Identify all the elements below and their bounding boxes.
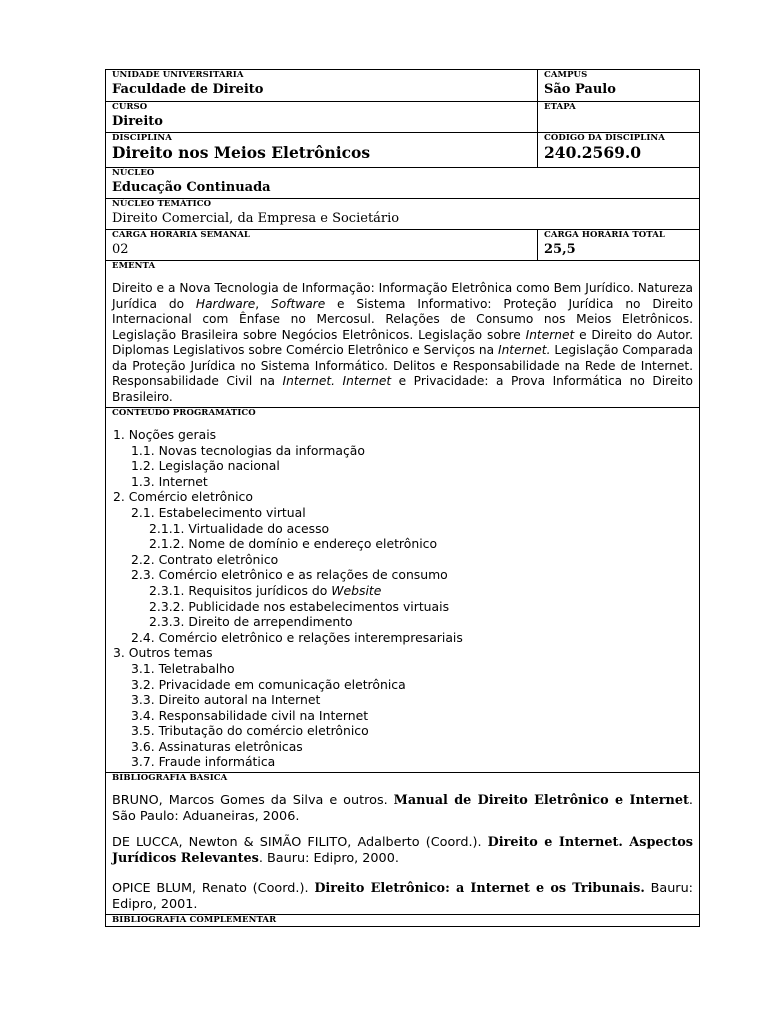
ref-publisher: Bauru: Edipro, 2001.	[112, 881, 693, 913]
carga-semanal-cell	[106, 230, 538, 260]
row-curso-etapa	[106, 102, 699, 133]
ementa-text	[112, 281, 693, 407]
row-carga-horaria	[106, 230, 699, 261]
ementa-text-part: e Direito do Autor. Diplomas Legislativos sobre Comércio Eletrônico e Serviços na	[112, 327, 693, 357]
list-item: 2.3. Comércio eletrônico e as relações de consumo	[131, 567, 448, 583]
ementa-cell	[106, 261, 699, 407]
nucleo-tematico-label: NÚCLEO TEMÁTICO	[112, 199, 212, 209]
nucleo-tematico-cell	[106, 199, 699, 229]
list-item: 2.4. Comércio eletrônico e relações interempresariais	[131, 629, 463, 645]
etapa-label: ETAPA	[544, 102, 576, 112]
ref-author: BRUNO, Marcos Gomes da Silva e outros.	[112, 793, 394, 809]
carga-semanal-value: 02	[112, 242, 129, 257]
ref-author: DE LUCCA, Newton & SIMÃO FILITO, Adalberto (Coord.).	[112, 835, 488, 851]
codigo-value: 240.2569.0	[544, 143, 642, 162]
list-item: 3.4. Responsabilidade civil na Internet	[131, 707, 369, 723]
row-disciplina-codigo	[106, 133, 699, 168]
ref-title: Direito e Internet. Aspectos Jurídicos Relevantes	[112, 835, 693, 867]
unidade-cell	[106, 70, 538, 101]
ementa-text-part: Legislação Comparada da Proteção Jurídica no Sistema Informático. Delitos e Responsabilidade na Rede de Internet. Responsabilidade Civil na	[112, 343, 693, 388]
list-item: 1.1. Novas tecnologias da informação	[131, 442, 365, 458]
nucleo-cell	[106, 168, 699, 198]
row-unidade-campus	[106, 70, 699, 102]
list-item: 2.2. Contrato eletrônico	[131, 551, 279, 567]
bibliography-entry	[112, 881, 693, 914]
carga-total-value: 25,5	[544, 242, 576, 257]
bibliografia-complementar-label: BIBLIOGRAFIA COMPLEMENTAR	[112, 915, 277, 926]
ementa-label: EMENTA	[112, 261, 156, 271]
list-item: 3.5. Tributação do comércio eletrônico	[131, 723, 369, 739]
carga-total-label: CARGA HORÁRIA TOTAL	[544, 230, 665, 240]
campus-cell	[538, 70, 699, 101]
row-bibliografia-complementar	[106, 915, 699, 926]
codigo-cell	[538, 133, 699, 167]
list-item: 3.7. Fraude informática	[131, 754, 276, 770]
nucleo-label: NÚCLEO	[112, 168, 155, 178]
ementa-internet: Internet.	[497, 343, 551, 357]
curso-cell	[106, 102, 538, 132]
campus-value: São Paulo	[544, 82, 616, 97]
disciplina-value: Direito nos Meios Eletrônicos	[112, 143, 371, 162]
row-nucleo	[106, 168, 699, 199]
ementa-software: Software	[270, 296, 326, 311]
list-item: 2.1. Estabelecimento virtual	[131, 504, 306, 520]
list-item: 3.1. Teletrabalho	[131, 660, 235, 676]
list-item: 3. Outros temas	[113, 645, 213, 661]
list-item: 3.6. Assinaturas eletrônicas	[131, 738, 303, 754]
ementa-internet: Internet. Internet	[282, 374, 392, 388]
unidade-label: UNIDADE UNIVERSITÁRIA	[112, 70, 244, 80]
ref-title: Manual de Direito Eletrônico e Internet	[393, 793, 689, 809]
list-item: 3.2. Privacidade em comunicação eletrônica	[131, 676, 406, 692]
conteudo-label: CONTEÚDO PROGRAMÁTICO	[112, 408, 256, 418]
list-item-text: 2.3.1. Requisitos jurídicos do	[149, 582, 332, 598]
ementa-text-part: ,	[255, 296, 271, 311]
bibliography-entry	[112, 793, 693, 825]
row-bibliografia-basica	[106, 773, 699, 915]
list-item: 1.2. Legislação nacional	[131, 458, 280, 474]
curso-value: Direito	[112, 114, 163, 129]
list-item	[112, 583, 693, 599]
conteudo-cell	[106, 408, 699, 772]
bibliografia-basica-cell	[106, 773, 699, 914]
codigo-label: CÓDIGO DA DISCIPLINA	[544, 133, 665, 143]
course-syllabus-form	[105, 69, 700, 927]
conteudo-list	[112, 427, 693, 772]
list-item: 2.1.2. Nome de domínio e endereço eletrônico	[149, 536, 438, 552]
ementa-text-part: e Privacidade: a Prova Informática no Direito Brasileiro.	[112, 374, 693, 404]
curso-label: CURSO	[112, 102, 148, 112]
bibliografia-basica-label: BIBLIOGRAFIA BÁSICA	[112, 773, 228, 784]
list-item: 2.3.2. Publicidade nos estabelecimentos virtuais	[149, 598, 450, 614]
list-item: 1.3. Internet	[131, 473, 208, 489]
carga-semanal-label: CARGA HORÁRIA SEMANAL	[112, 230, 250, 240]
ementa-internet: Internet	[525, 327, 575, 342]
list-item: 2.1.1. Virtualidade do acesso	[149, 520, 330, 536]
bibliography-entry	[112, 835, 693, 867]
list-item: 1. Noções gerais	[113, 427, 217, 442]
list-item: 3.3. Direito autoral na Internet	[131, 692, 321, 708]
row-nucleo-tematico	[106, 199, 699, 230]
carga-total-cell	[538, 230, 699, 260]
unidade-value: Faculdade de Direito	[112, 82, 264, 97]
campus-label: CAMPUS	[544, 70, 588, 80]
ementa-text-part: e Sistema Informativo: Proteção Jurídica no Direito Internacional com Ênfase no Mercosul. Relações de Consumo nos Meios Eletrônicos. Legislação Brasileira sobre Negócios Eletrônicos. Legislação sobre	[112, 296, 693, 342]
disciplina-label: DISCIPLINA	[112, 133, 172, 143]
ref-publisher: . São Paulo: Aduaneiras, 2006.	[112, 793, 693, 825]
ref-author: OPICE BLUM, Renato (Coord.).	[112, 881, 315, 897]
nucleo-tematico-value: Direito Comercial, da Empresa e Societário	[112, 211, 400, 226]
list-item-website: Website	[331, 582, 382, 598]
disciplina-cell	[106, 133, 538, 167]
list-item: 2. Comércio eletrônico	[113, 489, 253, 505]
ref-publisher: . Bauru: Edipro, 2000.	[258, 851, 399, 867]
ref-title: Direito Eletrônico: a Internet e os Tribunais.	[314, 881, 645, 897]
list-item: 2.3.3. Direito de arrependimento	[149, 614, 353, 630]
bibliografia-complementar-cell	[106, 915, 699, 926]
row-ementa	[106, 261, 699, 408]
etapa-cell	[538, 102, 699, 132]
row-conteudo	[106, 408, 699, 773]
ementa-text-part: Direito e a Nova Tecnologia de Informação: Informação Eletrônica como Bem Jurídico. Natureza Jurídica do	[112, 281, 693, 311]
ementa-hardware: Hardware	[195, 296, 256, 311]
nucleo-value: Educação Continuada	[112, 180, 271, 195]
